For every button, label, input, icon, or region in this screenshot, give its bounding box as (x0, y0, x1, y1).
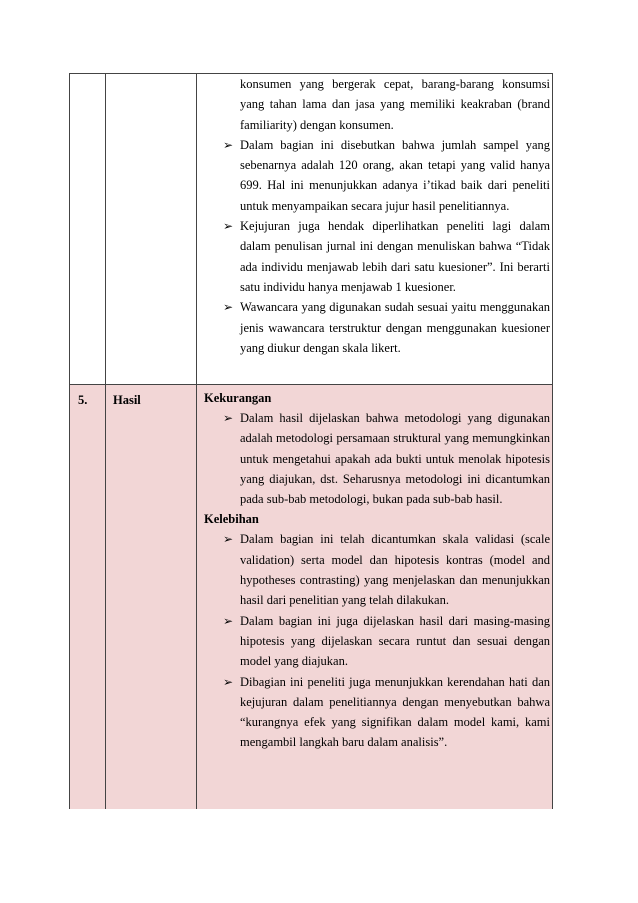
table-row-continued (70, 74, 552, 384)
arrow-bullet-icon: ➢ (223, 411, 234, 425)
arrow-bullet-icon: ➢ (223, 300, 234, 315)
row-aspect: Hasil (113, 393, 141, 407)
list-item (204, 408, 550, 509)
arrow-bullet-icon: ➢ (223, 137, 234, 152)
row-number: 5. (78, 393, 88, 407)
arrow-bullet-icon: ➢ (223, 219, 234, 234)
table-row-hasil (70, 384, 552, 809)
item-text: Dalam bagian ini disebutkan bahwa jumlah sampel yang sebenarnya adalah 120 orang, akan tetapi yang valid hanya 699. Hal ini menunjukkan adanya i’tikad baik dari peneliti untuk menyampaikan secara jujur hasil penelitiannya. (240, 137, 550, 213)
column-divider (105, 385, 106, 809)
list-item (204, 135, 550, 216)
arrow-bullet-icon: ➢ (223, 674, 234, 689)
column-divider (105, 74, 106, 384)
item-text: Dibagian ini peneliti juga menunjukkan kerendahan hati dan kejujuran dalam penelitiannya dengan menyebutkan bahwa “kurangnya efek yang signifikan dalam model kami, kami mengambil langkah baru dalam analisis”. (240, 674, 550, 750)
item-text: konsumen yang bergerak cepat, barang-barang konsumsi yang tahan lama dan jasa yang memiliki keakraban (brand familiarity) dengan konsumen. (240, 77, 550, 132)
list-item (204, 672, 550, 753)
list-item (204, 611, 550, 672)
item-text: Kejujuran juga hendak diperlihatkan peneliti lagi dalam dalam penulisan jurnal ini dengan menuliskan bahwa “Tidak ada individu menjawab lebih dari satu kuesioner”. Ini berarti satu individu hanya menjawab 1 kuesioner. (240, 219, 550, 294)
arrow-bullet-icon: ➢ (223, 613, 234, 628)
review-table (69, 73, 553, 809)
item-text: Dalam bagian ini telah dicantumkan skala validasi (scale validation) serta model dan hipotesis kontras (model and hypotheses contrasting) yang menjelaskan dan menunjukkan hasil dari penelitian yang telah dilakukan. (240, 532, 550, 608)
row-content (204, 74, 550, 358)
list-item (204, 74, 550, 135)
list-item (204, 297, 550, 358)
section-heading-kekurangan: Kekurangan (204, 391, 272, 405)
item-text: Wawancara yang digunakan sudah sesuai yaitu menggunakan jenis wawancara terstruktur dengan menggunakan kuesioner yang diukur dengan skala likert. (240, 300, 550, 355)
item-text: Dalam bagian ini juga dijelaskan hasil dari masing-masing hipotesis yang dijelaskan secara runtut dan sesuai dengan model yang diajukan. (240, 613, 550, 669)
list-item (204, 216, 550, 297)
list-item (204, 529, 550, 610)
column-divider (196, 385, 197, 809)
arrow-bullet-icon: ➢ (223, 532, 234, 547)
item-text: Dalam hasil dijelaskan bahwa metodologi yang digunakan adalah metodologi persamaan struktural yang memungkinkan untuk mengetahui apakah ada bukti untuk menolak hipotesis yang diajukan, dst. Seharusnya metodologi ini dicantumkan pada sub-bab metodologi, bukan pada sub-bab hasil. (240, 411, 550, 507)
section-heading-kelebihan: Kelebihan (204, 512, 259, 527)
column-divider (196, 74, 197, 384)
row-content (204, 388, 550, 753)
